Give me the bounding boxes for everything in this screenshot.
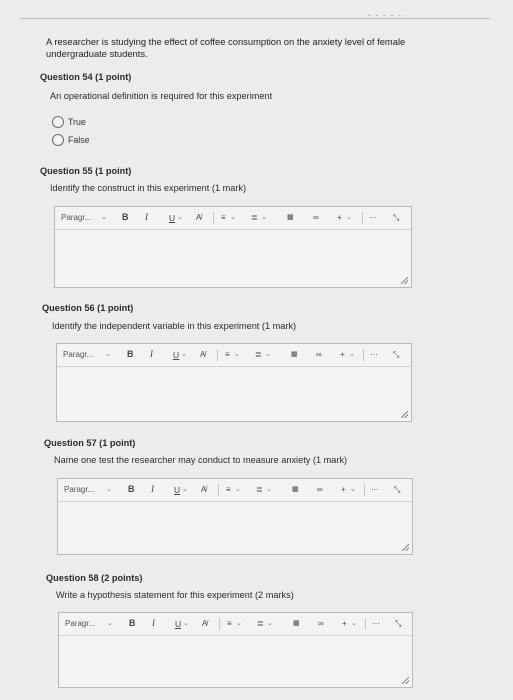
paragraph-style-select[interactable]: Paragr... (65, 619, 96, 628)
chevron-down-icon[interactable]: ⌄ (261, 214, 267, 221)
radio-true[interactable] (52, 116, 64, 128)
option-true-label: True (68, 117, 86, 127)
list-icon[interactable]: ≣ (255, 350, 262, 359)
chevron-down-icon[interactable]: ⌄ (234, 351, 240, 358)
text-color-icon[interactable]: A̸ (200, 350, 206, 359)
list-icon[interactable]: ≣ (257, 619, 264, 628)
chevron-down-icon[interactable]: ⌄ (105, 351, 111, 358)
chevron-down-icon[interactable]: ⌄ (265, 351, 271, 358)
bold-button[interactable]: B (129, 618, 136, 628)
italic-button[interactable]: I (145, 212, 148, 222)
toolbar-separator (213, 212, 214, 224)
resize-handle-icon[interactable] (401, 411, 408, 418)
chevron-down-icon[interactable]: ⌄ (183, 620, 189, 627)
resize-handle-icon[interactable] (402, 677, 409, 684)
chevron-down-icon[interactable]: ⌄ (235, 486, 241, 493)
question-55-title: Question 55 (1 point) (40, 166, 132, 176)
question-58-text: Write a hypothesis statement for this experiment (2 marks) (56, 590, 294, 600)
list-icon[interactable]: ≣ (251, 213, 258, 222)
chevron-down-icon[interactable]: ⌄ (346, 214, 352, 221)
chevron-down-icon[interactable]: ⌄ (106, 486, 112, 493)
align-icon[interactable]: ≡ (227, 619, 232, 628)
chevron-down-icon[interactable]: ⌄ (267, 620, 273, 627)
text-color-icon[interactable]: A̸ (196, 213, 202, 222)
bold-button[interactable]: B (128, 484, 135, 494)
list-icon[interactable]: ≣ (256, 485, 263, 494)
editor-toolbar (58, 479, 412, 502)
divider (20, 18, 490, 19)
more-options-icon[interactable]: ··· (372, 619, 380, 628)
insert-plus-icon[interactable]: + (340, 350, 345, 359)
chevron-down-icon[interactable]: ⌄ (230, 214, 236, 221)
toolbar-separator (217, 349, 218, 361)
text-color-icon[interactable]: A̸ (202, 619, 208, 628)
toolbar-separator (219, 618, 220, 630)
chevron-down-icon[interactable]: ⌄ (181, 351, 187, 358)
insert-image-icon[interactable]: ▦ (292, 486, 299, 493)
fullscreen-icon[interactable]: ⤡ (394, 485, 401, 494)
bold-button[interactable]: B (122, 212, 129, 222)
insert-plus-icon[interactable]: + (341, 485, 346, 494)
question-56-title: Question 56 (1 point) (42, 303, 134, 313)
resize-handle-icon[interactable] (401, 277, 408, 284)
link-icon[interactable]: ∞ (318, 619, 324, 628)
chevron-down-icon[interactable]: ⌄ (182, 486, 188, 493)
scroll-indicator: - - - - - (368, 10, 402, 20)
paragraph-style-select[interactable]: Paragr... (64, 485, 95, 494)
toolbar-separator (218, 484, 219, 496)
editor-toolbar (57, 344, 411, 367)
option-true[interactable] (52, 116, 86, 128)
question-54-text: An operational definition is required for this experiment (50, 91, 273, 101)
editor-toolbar (55, 207, 411, 230)
more-options-icon[interactable]: ··· (371, 485, 379, 494)
toolbar-separator (365, 618, 366, 630)
insert-image-icon[interactable]: ▦ (293, 620, 300, 627)
link-icon[interactable]: ∞ (316, 350, 322, 359)
fullscreen-icon[interactable]: ⤡ (393, 213, 400, 222)
insert-image-icon[interactable]: ▦ (291, 351, 298, 358)
insert-plus-icon[interactable]: + (342, 619, 347, 628)
option-false-label: False (68, 135, 90, 145)
align-icon[interactable]: ≡ (226, 485, 231, 494)
question-56-text: Identify the independent variable in this experiment (1 mark) (52, 321, 297, 331)
question-intro: A researcher is studying the effect of coffee consumption on the anxiety level of female undergraduate students. (46, 36, 406, 59)
link-icon[interactable]: ∞ (313, 213, 319, 222)
toolbar-separator (362, 212, 363, 224)
chevron-down-icon[interactable]: ⌄ (266, 486, 272, 493)
more-options-icon[interactable]: ··· (369, 213, 377, 222)
answer-editor-55[interactable] (54, 206, 412, 288)
chevron-down-icon[interactable]: ⌄ (349, 351, 355, 358)
chevron-down-icon[interactable]: ⌄ (350, 486, 356, 493)
chevron-down-icon[interactable]: ⌄ (101, 214, 107, 221)
answer-editor-58[interactable] (58, 612, 413, 688)
answer-editor-56[interactable] (56, 343, 412, 422)
italic-button[interactable]: I (150, 349, 153, 359)
question-55-text: Identify the construct in this experiment (1 mark) (50, 183, 247, 193)
fullscreen-icon[interactable]: ⤡ (393, 350, 400, 359)
answer-editor-57[interactable] (57, 478, 413, 555)
underline-button[interactable]: U (175, 619, 182, 629)
paragraph-style-select[interactable]: Paragr... (63, 350, 94, 359)
question-54-title: Question 54 (1 point) (40, 72, 132, 82)
toolbar-separator (364, 484, 365, 496)
underline-button[interactable]: U (173, 350, 180, 360)
link-icon[interactable]: ∞ (317, 485, 323, 494)
underline-button[interactable]: U (174, 485, 181, 495)
italic-button[interactable]: I (152, 618, 155, 628)
more-options-icon[interactable]: ··· (370, 350, 378, 359)
chevron-down-icon[interactable]: ⌄ (107, 620, 113, 627)
question-57-title: Question 57 (1 point) (44, 438, 136, 448)
underline-button[interactable]: U (169, 213, 176, 223)
chevron-down-icon[interactable]: ⌄ (236, 620, 242, 627)
radio-false[interactable] (52, 134, 64, 146)
align-icon[interactable]: ≡ (221, 213, 226, 222)
paragraph-style-select[interactable]: Paragr... (61, 213, 92, 222)
chevron-down-icon[interactable]: ⌄ (177, 214, 183, 221)
question-58-title: Question 58 (2 points) (46, 573, 143, 583)
editor-toolbar (59, 613, 412, 636)
bold-button[interactable]: B (127, 349, 134, 359)
question-57-text: Name one test the researcher may conduct to measure anxiety (1 mark) (54, 455, 348, 465)
insert-plus-icon[interactable]: + (337, 213, 342, 222)
chevron-down-icon[interactable]: ⌄ (351, 620, 357, 627)
text-color-icon[interactable]: A̸ (201, 485, 207, 494)
option-false[interactable] (52, 134, 90, 146)
resize-handle-icon[interactable] (402, 544, 409, 551)
italic-button[interactable]: I (151, 484, 154, 494)
align-icon[interactable]: ≡ (225, 350, 230, 359)
toolbar-separator (363, 349, 364, 361)
fullscreen-icon[interactable]: ⤡ (395, 619, 402, 628)
insert-image-icon[interactable]: ▦ (287, 214, 294, 221)
